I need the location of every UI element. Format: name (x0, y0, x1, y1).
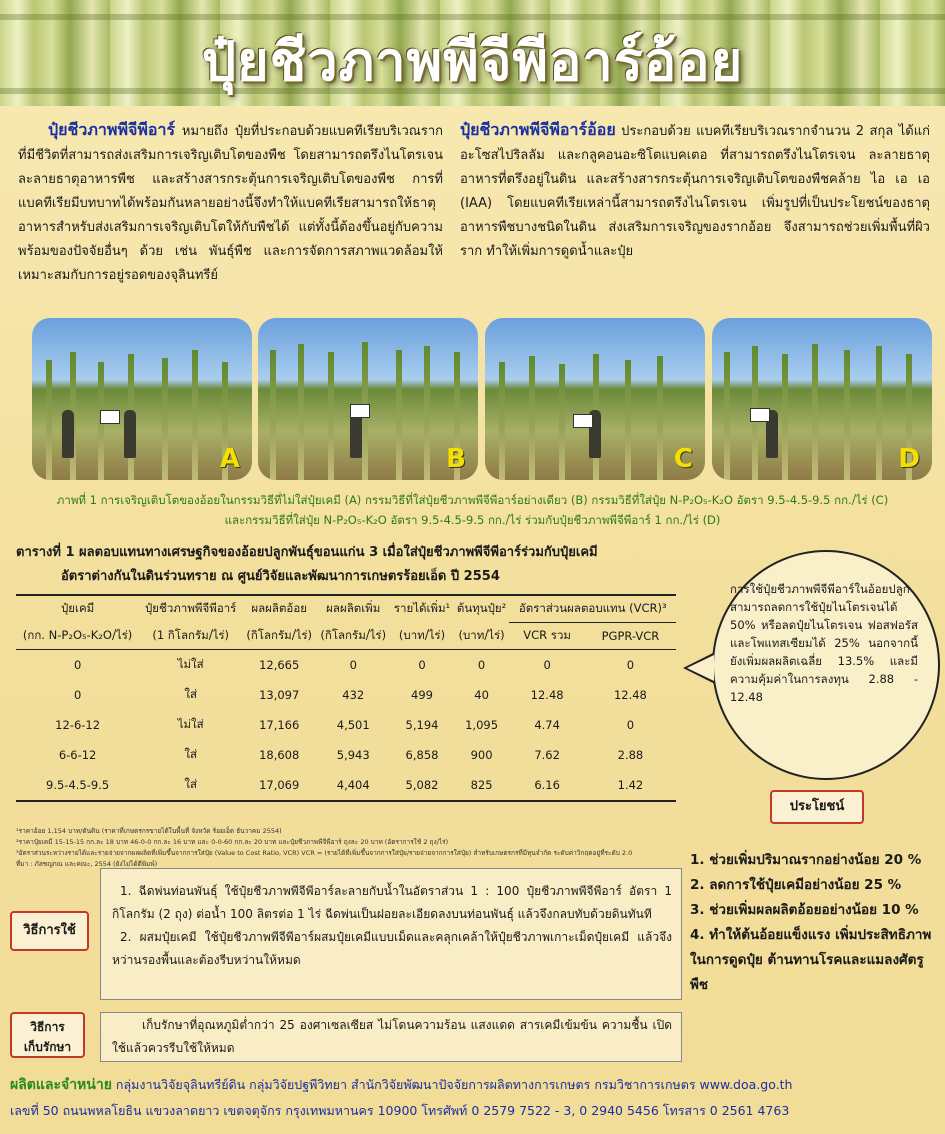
photo-b (258, 318, 478, 480)
photo-letter: B (446, 444, 466, 474)
table-row (16, 770, 676, 801)
footer-line: เลขที่ 50 ถนนพหลโยธิน แขวงลาดยาว เขตจตุจักร กรุงเทพมหานคร 10900 โทรศัพท์ 0 2579 7522 - 3, 0 2940 5456 โทรสาร 0 2561 4763 (10, 1103, 790, 1118)
table-subheader: PGPR-VCR (585, 623, 676, 650)
table-header: อัตราส่วนผลตอบแทน (VCR)³ (509, 595, 676, 623)
table-cell: ไม่ใส่ (177, 657, 204, 671)
table-header: ผลผลิตอ้อย (242, 595, 316, 623)
table-subheader: (บาท/ไร่) (454, 623, 510, 650)
table-cell: 0 (73, 658, 82, 672)
figure-caption (10, 490, 935, 530)
table-row (16, 680, 676, 710)
table-cell: 4.74 (534, 718, 560, 732)
intro-right-heading: ปุ๋ยชีวภาพพีจีพีอาร์อ้อย (460, 120, 616, 139)
table-cell: 5,082 (390, 770, 453, 801)
table-cell: 12-6-12 (55, 718, 101, 732)
economic-return-table (16, 594, 676, 802)
intro-left (18, 118, 443, 288)
table-cell: 4,404 (316, 770, 390, 801)
benefit-list (690, 848, 935, 998)
table-cell: ใส่ (184, 747, 198, 761)
table-cell: 4,501 (336, 718, 370, 732)
page-title: ปุ๋ยชีวภาพพีจีพีอาร์อ้อย (201, 29, 744, 93)
table-title-line: ตารางที่ 1 ผลตอบแทนทางเศรษฐกิจของอ้อยปลูกพันธุ์ขอนแก่น 3 เมื่อใส่ปุ๋ยชีวภาพพีจีพีอาร์ร่วมกับปุ๋ยเคมี (16, 545, 598, 560)
bubble-tail-fill (687, 655, 714, 681)
table-subheader: (กิโลกรัม/ไร่) (316, 623, 390, 650)
intro-left-heading: ปุ๋ยชีวภาพพีจีพีอาร์ (48, 120, 176, 139)
title-banner (0, 0, 945, 106)
table-cell: 5,194 (405, 718, 439, 732)
table-header: ต้นทุนปุ๋ย² (454, 595, 510, 623)
table-cell: 0 (543, 658, 551, 672)
table-cell: 1.42 (585, 770, 676, 801)
table-header: ปุ๋ยเคมี (16, 595, 139, 623)
intro-right-text: ประกอบด้วย แบคทีเรียบริเวณรากจำนวน 2 สกุล ได้แก่ อะโซสไปริลลัม และกลูคอนอะซิโตแบคเตอ ที่สามารถตรึงไนโตรเจน ละลายธาตุอาหารที่ตรึงอยู่ในดิน และสร้างสารกระตุ้นการเจริญเติบโตของพืชคล้าย ไอ เอ เอ (IAA) โดยแบคทีเรียเหล่านี้สามารถตรึงไนโตรเจน เพิ่มรูปที่เป็นประโยชน์ของธาตุอาหารพืชบางชนิดในดิน ส่งเสริมการเจริญของรากอ้อย จึงสามารถช่วยเพิ่มพื้นที่ผิวราก ทำให้เพิ่มการดูดน้ำและปุ๋ย (460, 124, 930, 259)
storage-label-line: วิธีการ (30, 1020, 65, 1034)
table-header: รายได้เพิ่ม¹ (390, 595, 453, 623)
footer (10, 1072, 935, 1124)
benefit-item: 4. ทำให้ต้นอ้อยแข็งแรง เพิ่มประสิทธิภาพในการดูดปุ๋ย ต้านทานโรคและแมลงศัตรูพืช (690, 927, 932, 993)
table-cell: 0 (418, 658, 426, 672)
photo-letter: C (673, 444, 693, 474)
photo-c (485, 318, 705, 480)
table-footnote: ³อัตราส่วนระหว่างรายได้และรายจ่ายจากผลผลิตที่เพิ่มขึ้นจากการใส่ปุ๋ย (Value to Cost Ratio, VCR) VCR = (รายได้ที่เพิ่มขึ้นจากการใส่ปุ๋ย/รายจ่ายจากการใส่ปุ๋ย) สำหรับเกษตรกรที่มีทุนจำกัด ระดับค่าวิกฤตอยู่ที่ระดับ 2.0 (16, 849, 633, 857)
person-figure (124, 410, 136, 458)
table-cell: 17,166 (259, 718, 300, 732)
table-cell: 825 (454, 770, 510, 801)
table-cell: 499 (411, 688, 433, 702)
table-cell: 6-6-12 (58, 748, 97, 762)
table-cell: 12.48 (613, 688, 647, 702)
table-footnote: ที่มา : ภัสชญกณ และคณะ, 2554 (ยังไม่ได้ตีพิมพ์) (16, 860, 158, 868)
table-header: ผลผลิตเพิ่ม (316, 595, 390, 623)
table-cell: ใส่ (139, 770, 242, 801)
person-figure (62, 410, 74, 458)
table-cell: 0 (349, 658, 357, 672)
table-cell: 6.16 (509, 770, 584, 801)
photo-d (712, 318, 932, 480)
table-subheader: VCR รวม (509, 623, 584, 650)
table-cell: ไม่ใส่ (177, 717, 204, 731)
plot-sign (100, 410, 120, 424)
table-header: ปุ๋ยชีวภาพพีจีพีอาร์ (139, 595, 242, 623)
table-subheader: (กิโลกรัม/ไร่) (242, 623, 316, 650)
table-cell: 6,858 (405, 748, 439, 762)
storage-text: เก็บรักษาที่อุณหภูมิต่ำกว่า 25 องศาเซลเซียส ไม่โดนความร้อน แสงแดด สารเคมีเข้มข้น ความชื้น เปิดใช้แล้วควรรีบใช้ให้หมด (112, 1018, 672, 1055)
table-cell: 0 (73, 688, 82, 702)
benefit-label: ประโยชน์ (770, 790, 864, 824)
table-row (16, 740, 676, 770)
plot-sign (350, 404, 370, 418)
usage-label: วิธีการใช้ (10, 911, 89, 951)
benefit-item: 2. ลดการใช้ปุ๋ยเคมีอย่างน้อย 25 % (690, 877, 902, 893)
table-subheader: (บาท/ไร่) (390, 623, 453, 650)
table-cell: 9.5-4.5-9.5 (16, 770, 139, 801)
footer-line: กลุ่มงานวิจัยจุลินทรีย์ดิน กลุ่มวิจัยปฐพีวิทยา สำนักวิจัยพัฒนาปัจจัยการผลิตทางการเกษตร กรมวิชาการเกษตร www.doa.go.th (111, 1077, 793, 1092)
table-cell: 1,095 (465, 718, 499, 732)
photo-a (32, 318, 252, 480)
table-cell: 0 (626, 718, 635, 732)
table-title-line: อัตราต่างกันในดินร่วนทราย ณ ศูนย์วิจัยและพัฒนาการเกษตรร้อยเอ็ด ปี 2554 (61, 569, 500, 584)
table-cell: 12,665 (259, 658, 300, 672)
storage-label-line: เก็บรักษา (23, 1040, 72, 1054)
table-cell: 13,097 (259, 688, 300, 702)
table-footnote: ²ราคาปุ๋ยเคมี 15-15-15 กก.ละ 18 บาท 46-0-0 กก.ละ 16 บาท และ 0-0-60 กก.ละ 20 บาท และปุ๋ยชีวภาพพีจีพีอาร์ ถุงละ 20 บาท (อัตราการใช้ 2 ถุง/ไร่) (16, 838, 449, 846)
table-cell: 0 (626, 658, 635, 672)
footer-label: ผลิตและจำหน่าย (10, 1077, 112, 1093)
table-footnote: ¹ราคาอ้อย 1,154 บาท/ตันดิน (ราคาที่เกษตรกรขายได้ในพื้นที่ จังหวัด ร้อยเอ็ด ธันวาคม 2554) (16, 827, 282, 835)
intro-left-text: หมายถึง ปุ๋ยที่ประกอบด้วยแบคทีเรียบริเวณรากที่มีชีวิตที่สามารถส่งเสริมการเจริญเติบโตของพืช โดยสามารถตรึงไนโตรเจน ละลายธาตุอาหารพืช และสร้างสารกระตุ้นการเจริญเติบโตของพืช การที่แบคทีเรียมีบทบาทได้พร้อมกันหลายอย่างนี้จึงทำให้แบคทีเรียสามารถให้ธาตุอาหารสำหรับส่งเสริมการเจริญเติบโตให้กับพืชได้ แต่ทั้งนี้ต้องขึ้นอยู่กับความพร้อมของปัจจัยอื่นๆ ด้วย เช่น พันธุ์พืช และการจัดการสภาพแวดล้อมให้เหมาะสมกับการอยู่รอดของจุลินทรีย์ (18, 124, 443, 283)
photo-letter: A (219, 444, 240, 474)
usage-item: 2. ผสมปุ๋ยเคมี ใช้ปุ๋ยชีวภาพพีจีพีอาร์ผสมปุ๋ยเคมีแบบเม็ดและคลุกเคล้าให้ปุ๋ยชีวภาพเกาะเม็ดปุ๋ยเคมี แล้วจึงหว่านรองพื้นและต้องรีบหว่านให้หมด (112, 930, 672, 967)
table-cell: 900 (470, 748, 493, 762)
plot-sign (750, 408, 770, 422)
table-cell: 12.48 (530, 688, 564, 702)
photo-letter: D (898, 444, 920, 474)
storage-label (10, 1012, 85, 1058)
table-cell: 2.88 (617, 748, 644, 762)
usage-text (112, 880, 672, 972)
table-cell: 40 (474, 688, 489, 702)
caption-line: ภาพที่ 1 การเจริญเติบโตของอ้อยในกรรมวิธีที่ไม่ใส่ปุ๋ยเคมี (A) กรรมวิธีที่ใส่ปุ๋ยชีวภาพพีจีพีอาร์อย่างเดียว (B) กรรมวิธีที่ใส่ปุ๋ย N-P₂O₅-K₂O อัตรา 9.5-4.5-9.5 กก./ไร่ (C) (56, 493, 889, 507)
table-row (16, 710, 676, 740)
benefit-item: 1. ช่วยเพิ่มปริมาณรากอย่างน้อย 20 % (690, 852, 922, 868)
table-row (16, 650, 676, 681)
intro-right (460, 118, 930, 264)
plot-sign (573, 414, 593, 428)
bubble-text: การใช้ปุ๋ยชีวภาพพีจีพีอาร์ในอ้อยปลูก สามารถลดการใช้ปุ๋ยไนโตรเจนได้ 50% หรือลดปุ๋ยไนโตรเจน ฟอสฟอรัส และโพแทสเซียมได้ 25% นอกจากนี้ยังเพิ่มผลผลิตเฉลี่ย 13.5% และมีความคุ้มค่าในการลงทุน 2.88 - 12.48 (730, 582, 918, 704)
usage-item: 1. ฉีดพ่นท่อนพันธุ์ ใช้ปุ๋ยชีวภาพพีจีพีอาร์ละลายกับน้ำในอัตราส่วน 1 : 100 ปุ๋ยชีวภาพพีจีพีอาร์ อัตรา 1 กิโลกรัม (2 ถุง) ต่อน้ำ 100 ลิตรต่อ 1 ไร่ ฉีดพ่นเป็นฝอยละเอียดลงบนท่อนพันธุ์ แล้วจึงกลบทับด้วยดินทันที (112, 884, 672, 921)
table-cell: ใส่ (184, 687, 198, 701)
table-title (16, 541, 676, 589)
table-cell: 5,943 (336, 748, 370, 762)
table-cell: 0 (477, 658, 486, 672)
table-cell: 17,069 (242, 770, 316, 801)
table-cell: 18,608 (259, 748, 300, 762)
caption-line: และกรรมวิธีที่ใส่ปุ๋ย N-P₂O₅-K₂O อัตรา 9.5-4.5-9.5 กก./ไร่ ร่วมกับปุ๋ยชีวภาพพีจีพีอาร์ 1 กก./ไร่ (D) (224, 513, 721, 527)
benefit-item: 3. ช่วยเพิ่มผลผลิตอ้อยอย่างน้อย 10 % (690, 902, 919, 918)
table-subheader: (1 กิโลกรัม/ไร่) (139, 623, 242, 650)
table-subheader: (กก. N-P₂O₅-K₂O/ไร่) (16, 623, 139, 650)
table-cell: 432 (342, 688, 365, 702)
table-cell: 7.62 (534, 748, 560, 762)
